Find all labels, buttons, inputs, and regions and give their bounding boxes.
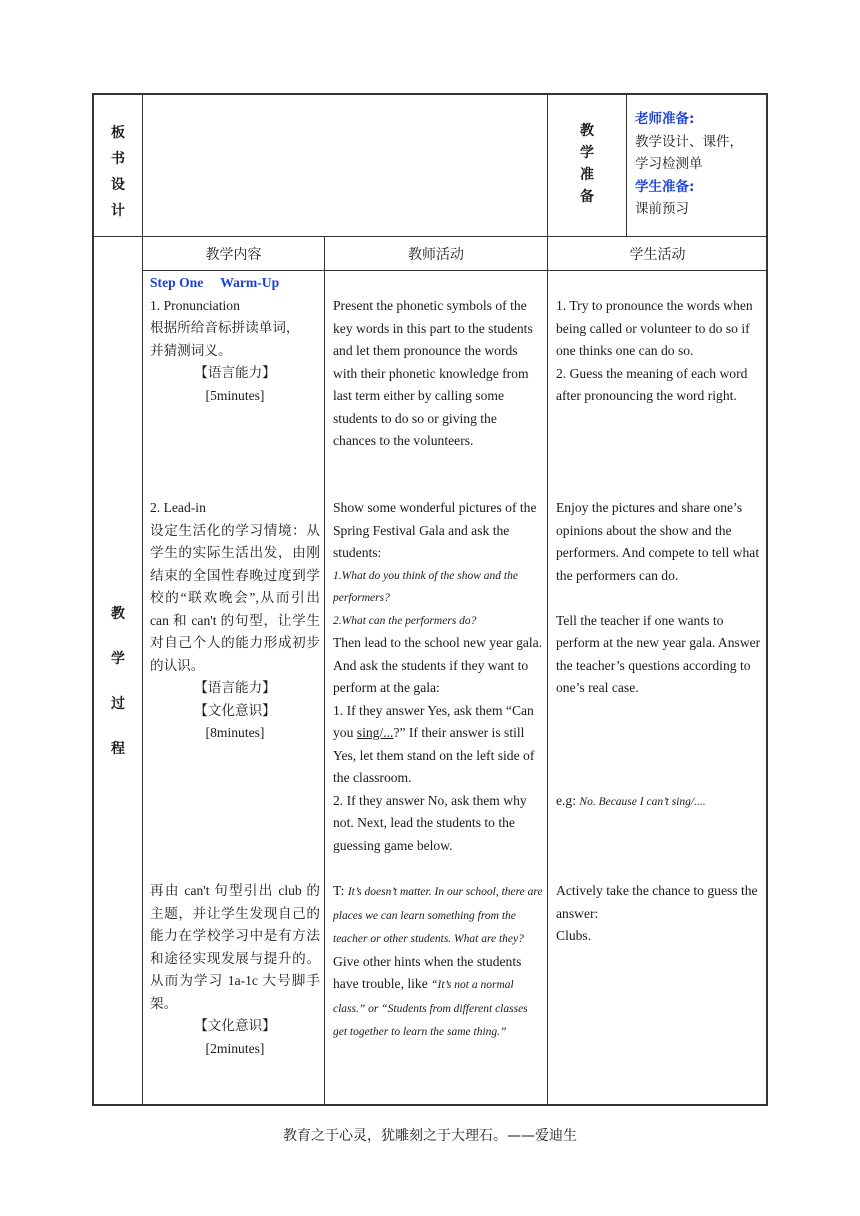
divider-row1 <box>93 236 767 237</box>
teacher-prep-title: 老师准备: <box>635 111 695 127</box>
header-teaching-content: 教学内容 <box>205 247 262 263</box>
teacher-activity-lead-in <box>333 497 543 857</box>
teaching-prep-content <box>635 108 763 221</box>
teaching-process-label <box>96 592 140 772</box>
divider-prep-label <box>626 94 627 237</box>
student-pronunciation-1: 1. Try to pronounce the words when being called or volunteer to do so if one thinks one can do so. <box>556 298 753 358</box>
vertical-label-char: 教 <box>580 123 594 139</box>
teacher-lead-in-q1: 1.What do you think of the show and the performers? <box>333 569 518 604</box>
vertical-label-char: 书 <box>111 151 125 167</box>
teacher-activity-pronunciation <box>333 295 543 453</box>
teacher-lead-in-1: Show some wonderful pictures of the Spring Festival Gala and ask the students: <box>333 500 537 560</box>
pronunciation-tag: 【语言能力】 <box>194 365 276 380</box>
pronunciation-desc-1: 根据所给音标拼读单词， <box>150 320 300 335</box>
divider-col-content-teacher <box>324 237 325 1105</box>
student-activity-club <box>556 880 764 948</box>
student-lead-in-2: Tell the teacher if one wants to perform at the new year gala. Answer the teacher’s questions according to one’s real case. <box>556 612 761 695</box>
teacher-pronunciation-text: Present the phonetic symbols of the key words in this part to the students and let them pronounce the words with their phonetic knowledge from last term either by calling some students to do so or giving the chances to the volunteers. <box>333 298 533 448</box>
step-one-content <box>150 272 320 407</box>
vertical-label-char: 计 <box>111 203 125 219</box>
vertical-label-char: 备 <box>580 189 594 205</box>
teacher-lead-in-3: 1. If they answer Yes, ask them “Can you sing/...?” If their answer is still Yes, let them stand on the left side of the classroom. <box>333 702 535 785</box>
club-content <box>150 880 320 1060</box>
pronunciation-desc-2: 并猜测词义。 <box>150 342 232 358</box>
lead-in-tag-2: 【文化意识】 <box>194 702 276 718</box>
footer-quote: 教育之于心灵，犹雕刻之于大理石。——爱迪生 <box>283 1128 577 1144</box>
club-desc: 再由 can't 句型引出 club 的主题，并让学生发现自己的能力在学校学习中是有方法和途径实现发展与提升的。从而为学习 1a-1c 大号脚手架。 <box>150 883 320 1011</box>
lead-in-tag-1: 【语言能力】 <box>194 680 276 695</box>
header-teacher-activity: 教师活动 <box>408 247 464 263</box>
lead-in-content <box>150 497 320 745</box>
vertical-label-char: 板 <box>111 125 125 141</box>
student-club-1: Actively take the chance to guess the answer: <box>556 883 758 921</box>
teacher-club-2: Give other hints when the students have trouble, like “It’s not a normal class.” or “Students from different classes get together to learn the same thing.” <box>333 953 528 1038</box>
vertical-label-char: 教 <box>111 606 125 622</box>
teaching-prep-label <box>549 120 625 208</box>
teacher-club-1: T: It’s doesn’t matter. In our school, there are places we can learn something from the teacher or other students. What are they? <box>333 883 543 945</box>
student-prep-title: 学生准备: <box>635 178 695 195</box>
divider-header-row <box>142 270 767 271</box>
pronunciation-time: [5minutes] <box>205 387 265 403</box>
teacher-prep-items-2: 学习检测单 <box>635 156 703 172</box>
club-tag: 【文化意识】 <box>194 1018 276 1033</box>
vertical-label-char: 准 <box>580 167 594 183</box>
student-lead-in-1: Enjoy the pictures and share one’s opinions about the show and the performers. And compete to tell what the performers can do. <box>556 500 760 583</box>
lead-in-desc: 设定生活化的学习情境：从学生的实际生活出发，由刚结束的全国性春晚过度到学校的“联欢晚会”,从而引出 can 和 can't 的句型，让学生对自己个人的能力形成初步的认识。 <box>150 522 320 673</box>
board-design-label <box>96 120 140 224</box>
teacher-lead-in-4: 2. If they answer No, ask them why not. Next, lead the students to the guessing game below. <box>333 792 527 853</box>
lead-in-time: [8minutes] <box>205 725 265 740</box>
teacher-activity-club <box>333 880 543 1044</box>
lead-in-title: 2. Lead-in <box>150 500 206 515</box>
pronunciation-title: 1. Pronunciation <box>150 297 240 313</box>
vertical-label-char: 学 <box>580 145 594 161</box>
step-one-heading: Step One Warm-Up <box>150 275 280 290</box>
vertical-label-char: 程 <box>111 741 125 757</box>
student-prep-items: 课前预习 <box>635 201 689 217</box>
student-pronunciation-2: 2. Guess the meaning of each word after pronouncing the word right. <box>556 365 748 403</box>
student-club-2: Clubs. <box>556 928 592 943</box>
vertical-label-char: 过 <box>111 696 125 712</box>
vertical-label-char: 学 <box>111 651 125 667</box>
vertical-label-char: 设 <box>111 177 125 193</box>
teacher-lead-in-q2: 2.What can the performers do? <box>333 614 477 627</box>
club-time: [2minutes] <box>205 1040 265 1056</box>
header-student-activity: 学生活动 <box>629 247 686 263</box>
student-activity-pronunciation <box>556 295 764 408</box>
student-lead-in-example: e.g: No. Because I can’t sing/.... <box>556 793 706 808</box>
teacher-prep-items: 教学设计、课件， <box>635 133 743 150</box>
teacher-lead-in-2: Then lead to the school new year gala. And ask the students if they want to perform at the gala: <box>333 635 543 695</box>
student-activity-lead-in <box>556 497 764 700</box>
